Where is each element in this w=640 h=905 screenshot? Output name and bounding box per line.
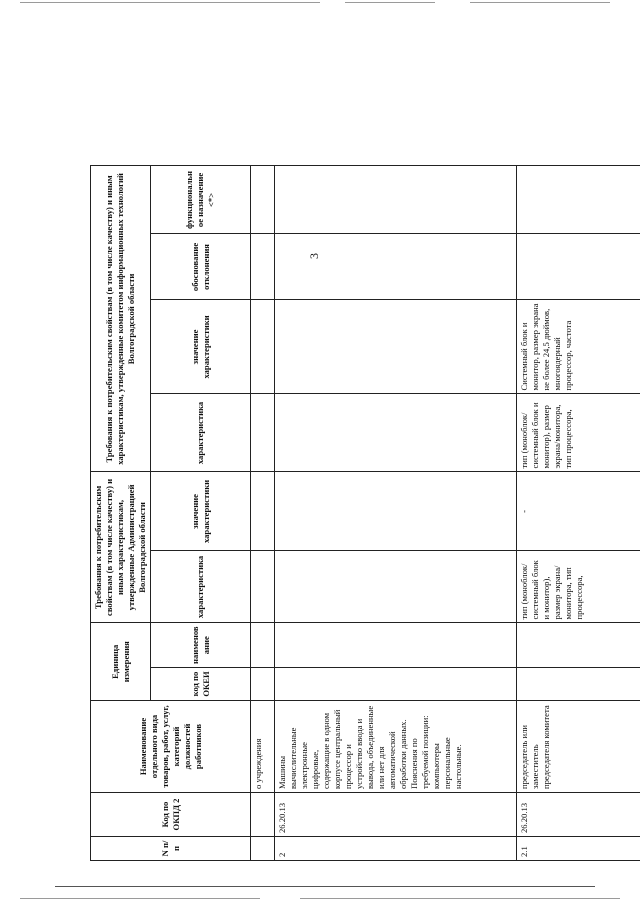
cell-n: 2: [275, 837, 517, 861]
cell-comm-char: [275, 394, 517, 472]
header-req-committee: Требования к потребительским свойствам (в том числе качеству) и иным характеристикам, утвержденные комитетом информационных технологий Волгоградской области: [91, 166, 151, 472]
header-comm-value: значение характеристики: [151, 300, 251, 394]
cell-admin-char: [275, 551, 517, 623]
cell-unit-name: [275, 623, 517, 668]
cell-admin-char: [251, 551, 275, 623]
cell-name: председатель или заместитель председателя комитета: [517, 701, 640, 793]
cell-unit-code: [517, 668, 640, 701]
requirements-table: [90, 165, 640, 861]
cell-name: о учреждения: [251, 701, 275, 793]
cell-n: [251, 837, 275, 861]
header-n: N п/п: [91, 837, 251, 861]
cell-justification: [251, 234, 275, 300]
header-name: Наименование отдельного вида товаров, работ, услуг, категорий должностей работников: [91, 701, 251, 793]
header-admin-value: значение характеристики: [151, 472, 251, 551]
cell-okpd: [251, 793, 275, 837]
cell-okpd: 26.20.13: [517, 793, 640, 837]
cell-functional: [275, 166, 517, 234]
cell-unit-code: [275, 668, 517, 701]
cell-admin-char: тип (моноблок/системный блок и монитор), размер экрана/монитора, тип процессора,: [517, 551, 640, 623]
cell-admin-value: -: [517, 472, 640, 551]
cell-functional: [517, 166, 640, 234]
cell-comm-value: Системный блок и монитор, размер экрана не более 24,5 дюймов, многоядерный процессор, частота: [517, 300, 640, 394]
header-comm-char: характеристика: [151, 394, 251, 472]
page-number: 3: [307, 253, 321, 259]
cell-comm-value: [275, 300, 517, 394]
cell-unit-name: [251, 623, 275, 668]
cell-unit-name: [517, 623, 640, 668]
cell-functional: [251, 166, 275, 234]
table-row: [275, 166, 517, 861]
header-okpd: Код по ОКПД 2: [91, 793, 251, 837]
table-row: [251, 166, 275, 861]
table-row: [517, 166, 640, 861]
cell-justification: [275, 234, 517, 300]
header-justification: обоснование отклонения: [151, 234, 251, 300]
cell-okpd: 26.20.13: [275, 793, 517, 837]
header-unit: Единица измерения: [91, 623, 151, 701]
header-functional: функциональн ое назначение <*>: [151, 166, 251, 234]
cell-name: Машины вычислительные электронные цифровые, содержащие в одном корпусе центральный процессор и устройство ввода и вывода, объединенные или нет для автоматической обработки данных. Пояснения по требуемой позиции: компьютеры персональные настольные.: [275, 701, 517, 793]
header-req-admin: Требования к потребительским свойствам (в том числе качеству) и иным характеристикам, утвержденные Администрацией Волгоградской области: [91, 472, 151, 623]
header-row-1: [91, 166, 151, 861]
cell-n: 2.1: [517, 837, 640, 861]
header-unit-code: код по ОКЕИ: [151, 668, 251, 701]
cell-admin-value: [275, 472, 517, 551]
header-unit-name: наименов ание: [151, 623, 251, 668]
cell-unit-code: [251, 668, 275, 701]
cell-justification: [517, 234, 640, 300]
cell-admin-value: [251, 472, 275, 551]
cell-comm-char: тип (моноблок/системный блок и монитор), размер экрана/монитора, тип процессора,: [517, 394, 640, 472]
cell-comm-value: [251, 300, 275, 394]
cell-comm-char: [251, 394, 275, 472]
header-admin-char: характеристика: [151, 551, 251, 623]
